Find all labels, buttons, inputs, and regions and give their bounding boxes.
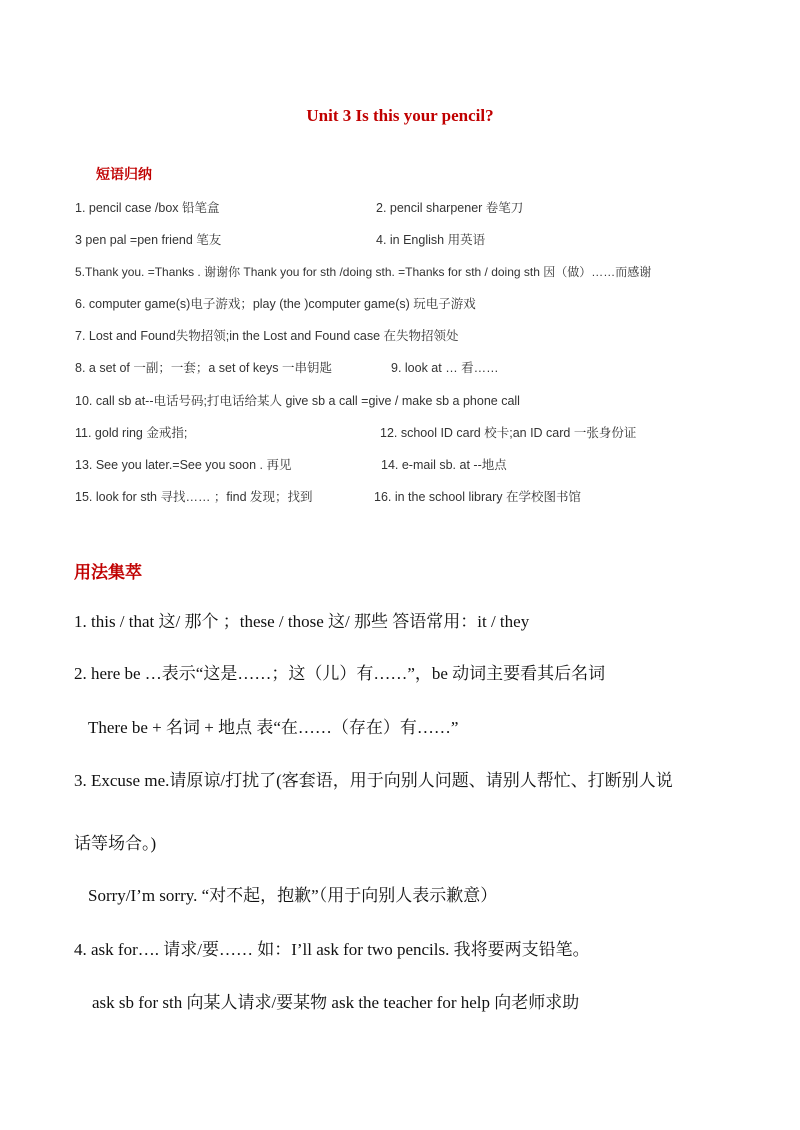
- phrase-item: 13. See you later.=See you soon . 再见: [75, 458, 292, 472]
- phrase-row: [75, 326, 459, 346]
- phrase-item: 7. Lost and Found失物招领;in the Lost and Found case 在失物招领处: [75, 329, 459, 343]
- phrase-row: [75, 230, 486, 250]
- phrase-row: [75, 391, 520, 411]
- phrase-item: 12. school ID card 校卡;an ID card 一张身份证: [380, 426, 637, 440]
- usage-line: 话等场合。): [74, 834, 157, 853]
- phrase-item: 10. call sb at--电话号码;打电话给某人 give sb a call =give / make sb a phone call: [75, 394, 520, 408]
- phrase-item: 16. in the school library 在学校图书馆: [374, 490, 582, 504]
- phrase-item: 9. look at … 看……: [391, 361, 499, 375]
- phrase-row: [75, 198, 524, 218]
- phrase-row: [75, 487, 582, 507]
- phrase-row: [75, 262, 651, 282]
- usage-line: ask sb for sth 向某人请求/要某物 ask the teacher for help 向老师求助: [92, 993, 580, 1012]
- phrase-item: 14. e-mail sb. at --地点: [381, 458, 507, 472]
- phrase-item: 6. computer game(s)电子游戏；play (the )computer game(s) 玩电子游戏: [75, 297, 476, 311]
- phrase-item: 2. pencil sharpener 卷笔刀: [376, 201, 524, 215]
- usage-heading: 用法集萃: [74, 563, 142, 583]
- phrase-row: [75, 294, 476, 314]
- usage-line: 4. ask for…. 请求/要…… 如：I’ll ask for two pencils. 我将要两支铅笔。: [74, 940, 590, 959]
- phrase-item: 8. a set of 一副；一套；a set of keys 一串钥匙: [75, 361, 333, 375]
- usage-line: Sorry/I’m sorry. “对不起，抱歉”（用于向别人表示歉意）: [88, 886, 498, 905]
- phrase-item: 3 pen pal =pen friend 笔友: [75, 233, 222, 247]
- phrase-item: 11. gold ring 金戒指;: [75, 426, 188, 440]
- phrases-heading: 短语归纳: [96, 167, 152, 183]
- phrase-item: 15. look for sth 寻找…… ；find 发现；找到: [75, 490, 313, 504]
- phrase-row: [75, 423, 637, 443]
- phrase-item: 4. in English 用英语: [376, 233, 486, 247]
- usage-line: There be + 名词 + 地点 表“在……（存在）有……”: [88, 718, 459, 737]
- usage-line: 3. Excuse me.请原谅/打扰了(客套语，用于向别人问题、请别人帮忙、打断别人说: [74, 771, 673, 790]
- phrase-item: 1. pencil case /box 铅笔盒: [75, 201, 220, 215]
- phrase-item: 5.Thank you. =Thanks . 谢谢你 Thank you for sth /doing sth. =Thanks for sth / doing sth 因（做）……而感谢: [75, 265, 652, 279]
- phrase-row: [75, 358, 499, 378]
- phrase-row: [75, 455, 507, 475]
- usage-line: 2. here be …表示“这是……；这（儿）有……”，be 动词主要看其后名词: [74, 664, 606, 683]
- page-title: Unit 3 Is this your pencil?: [306, 106, 494, 125]
- usage-line: 1. this / that 这/ 那个 ；these / those 这/ 那些 答语常用：it / they: [74, 612, 530, 631]
